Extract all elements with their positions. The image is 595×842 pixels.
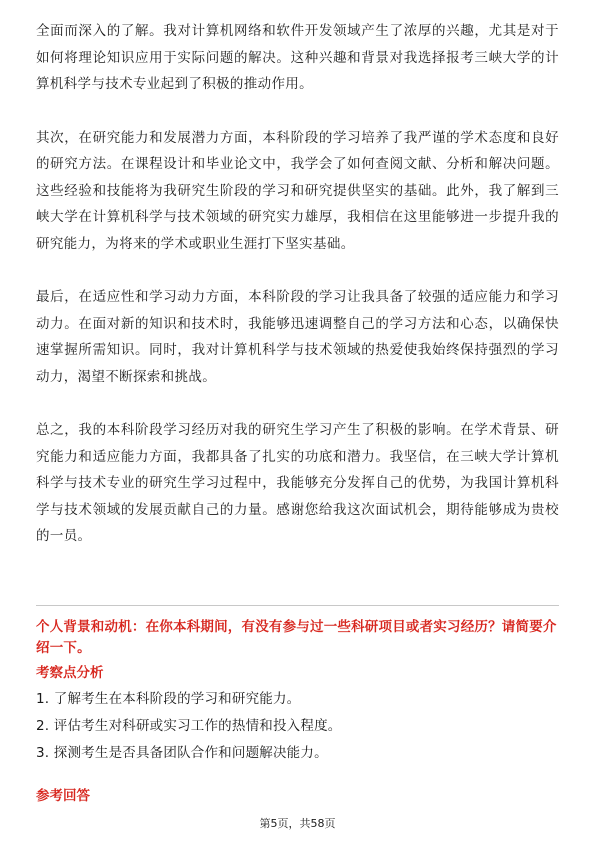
paragraph-adaptability: 最后，在适应性和学习动力方面，本科阶段的学习让我具备了较强的适应能力和学习动力。在面对新的知识和技术时，我能够迅速调整自己的学习方法和心态，以确保快速掌握所需知识。同时，我对计算机科学与技术领域的热爱使我始终保持强烈的学习动力，渴望不断探索和挑战。 [36,289,559,385]
paragraph-background: 全面而深入的了解。我对计算机网络和软件开发领域产生了浓厚的兴趣，尤其是对于如何将理论知识应用于实际问题的解决。这种兴趣和背景对我选择报考三峡大学的计算机科学与技术专业起到了积极的推动作用。 [36,23,559,92]
analysis-list [36,689,559,770]
page-number: 第5页，共58页 [259,817,336,830]
analysis-item: 1. 了解考生在本科阶段的学习和研究能力。 [36,691,301,707]
interview-question: 个人背景和动机：在你本科期间，有没有参与过一些科研项目或者实习经历？请简要介绍一下。 [36,619,557,656]
analysis-item: 2. 评估考生对科研或实习工作的热情和投入程度。 [36,718,342,734]
answer-body [36,18,559,550]
paragraph-conclusion: 总之，我的本科阶段学习经历对我的研究生学习产生了积极的影响。在学术背景、研究能力和适应能力方面，我都具备了扎实的功底和潜力。我坚信，在三峡大学计算机科学与技术专业的研究生学习过程中，我能够充分发挥自己的优势，为我国计算机科学与技术领域的发展贡献自己的力量。感谢您给我这次面试机会，期待能够成为贵校的一员。 [36,422,559,544]
reference-answer-heading: 参考回答 [36,788,90,804]
analysis-item: 3. 探测考生是否具备团队合作和问题解决能力。 [36,745,328,761]
analysis-heading: 考察点分析 [36,665,104,681]
paragraph-research-ability: 其次，在研究能力和发展潜力方面，本科阶段的学习培养了我严谨的学术态度和良好的研究方法。在课程设计和毕业论文中，我学会了如何查阅文献、分析和解决问题。这些经验和技能将为我研究生阶段的学习和研究提供坚实的基础。此外，我了解到三峡大学在计算机科学与技术领域的研究实力雄厚，我相信在这里能够进一步提升我的研究能力，为将来的学术或职业生涯打下坚实基础。 [36,129,559,252]
section-divider [36,605,559,606]
